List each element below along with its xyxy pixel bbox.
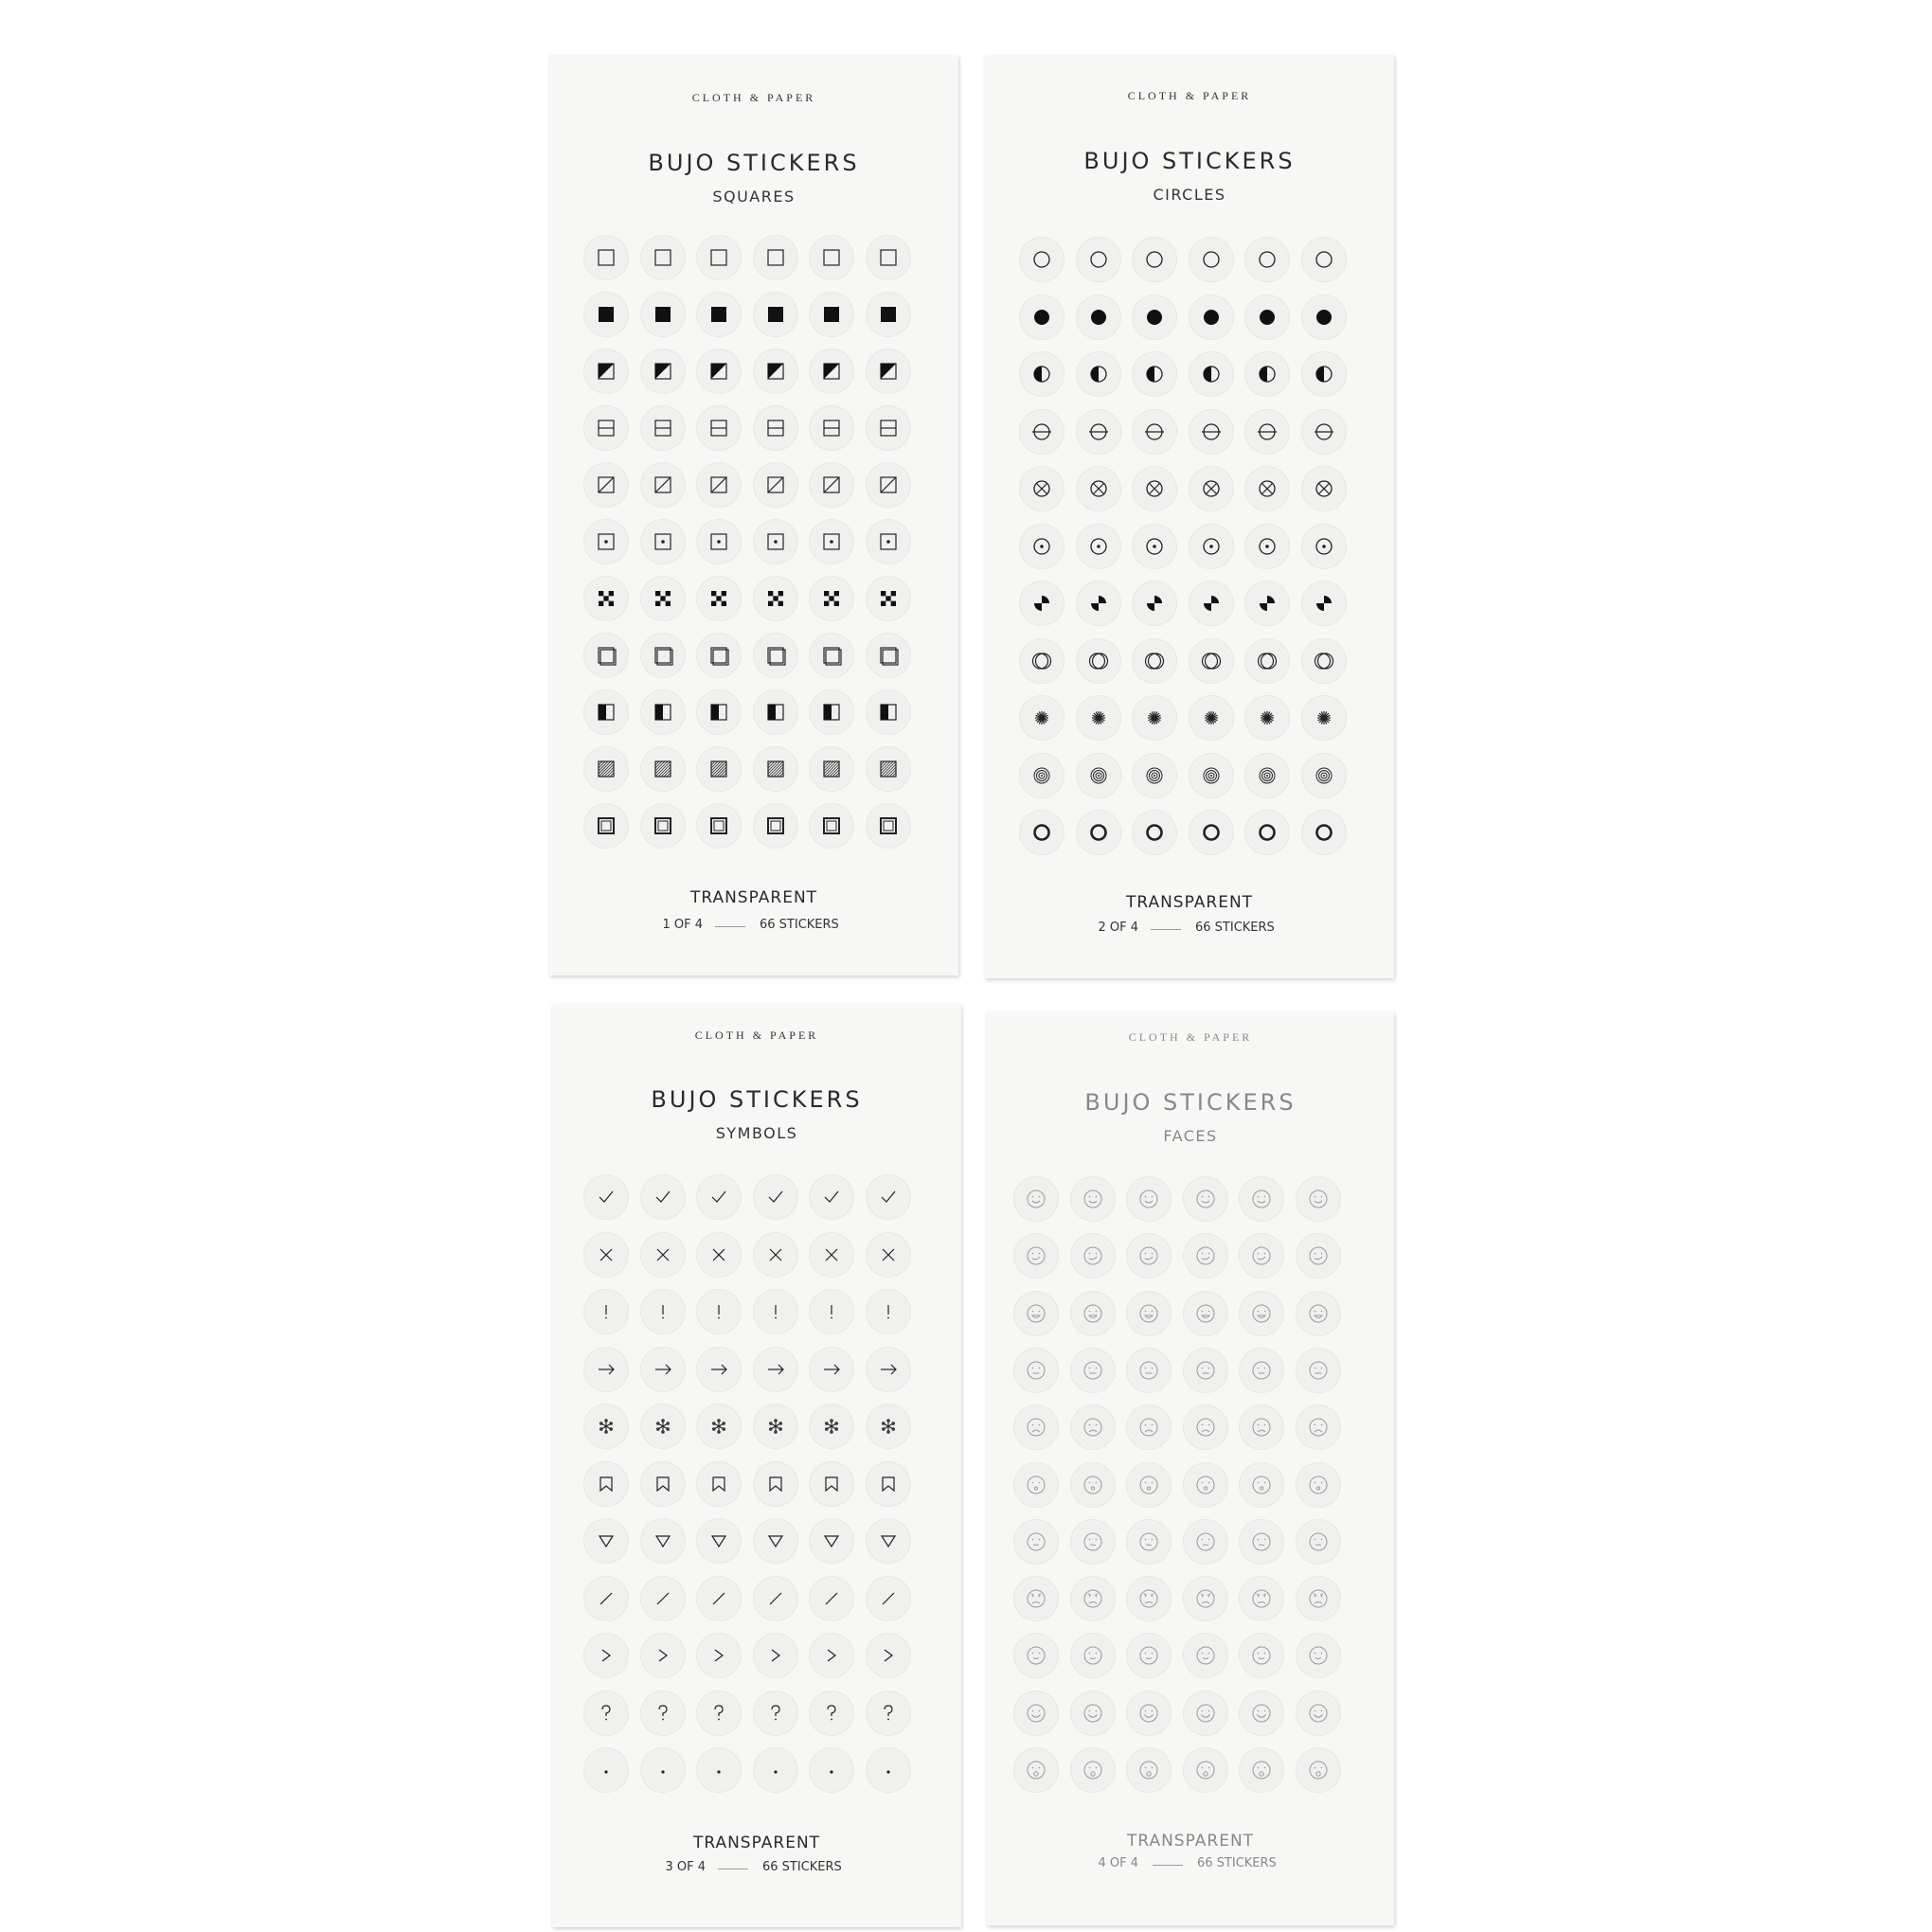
sheet-footer: [552, 1860, 961, 1879]
sticker: [1189, 753, 1234, 798]
sticker: [696, 1633, 742, 1678]
sticker: [753, 1347, 798, 1392]
sticker: [809, 633, 854, 678]
sheet-title: BUJO STICKERS: [651, 1086, 863, 1113]
sticker: [1070, 1233, 1116, 1279]
sticker: [809, 1576, 854, 1621]
sticker: [809, 1518, 854, 1564]
sticker: [1239, 1519, 1284, 1565]
brand-label: CLOTH & PAPER: [691, 91, 816, 104]
sticker: [1244, 695, 1290, 741]
sticker: [809, 803, 854, 849]
sheet-subtitle: SQUARES: [712, 188, 796, 206]
finish-label: TRANSPARENT: [1125, 893, 1254, 912]
sticker: [1301, 524, 1347, 569]
sticker: [1132, 524, 1177, 569]
sticker: [1132, 810, 1177, 855]
sheet-footer: [549, 918, 958, 937]
sticker: [1239, 1747, 1284, 1793]
sheet-title: BUJO STICKERS: [648, 150, 860, 176]
sticker: [1013, 1348, 1059, 1393]
sticker: [1013, 1291, 1059, 1336]
sticker: [640, 1633, 686, 1678]
sheet-title: BUJO STICKERS: [1083, 148, 1296, 174]
sticker: [1239, 1291, 1284, 1336]
sticker: [809, 1289, 854, 1334]
sticker: [809, 235, 854, 280]
sticker: [1019, 295, 1064, 340]
finish-label: TRANSPARENT: [1126, 1832, 1255, 1851]
sticker: [1070, 1747, 1116, 1793]
sticker: [1183, 1404, 1228, 1450]
sticker: [866, 1289, 911, 1334]
sticker: [1132, 695, 1177, 741]
sticker: [753, 576, 798, 621]
sticker: [866, 1747, 911, 1793]
sticker: [1296, 1404, 1341, 1450]
sticker: [1301, 409, 1347, 455]
sticker: [696, 1518, 742, 1564]
sticker: [640, 746, 686, 792]
sticker: [640, 519, 686, 564]
sticker: [583, 1690, 629, 1736]
sticker: [1239, 1233, 1284, 1279]
sticker: [809, 1633, 854, 1678]
sticker: [866, 1690, 911, 1736]
sticker: [1189, 351, 1234, 397]
sheet-subtitle: CIRCLES: [1153, 186, 1226, 204]
sticker: [1132, 466, 1177, 511]
sticker: [1019, 695, 1064, 741]
sticker: [753, 1174, 798, 1220]
sticker: [1296, 1176, 1341, 1222]
sticker: [1126, 1462, 1172, 1508]
sticker: [1126, 1519, 1172, 1565]
sticker: [1070, 1291, 1116, 1336]
sticker: [1296, 1348, 1341, 1393]
sticker: [1132, 409, 1177, 455]
sticker: [753, 235, 798, 280]
sticker: [640, 292, 686, 337]
sticker: [753, 1289, 798, 1334]
sticker: [640, 1174, 686, 1220]
sticker: [1076, 581, 1121, 626]
sticker: [1126, 1404, 1172, 1450]
sticker: [1126, 1291, 1172, 1336]
sticker: [583, 1347, 629, 1392]
sticker: [583, 349, 629, 394]
sticker: [1244, 524, 1290, 569]
sticker: [640, 1404, 686, 1449]
page-indicator: 2 OF 4: [1098, 921, 1138, 935]
sticker: [1019, 524, 1064, 569]
sticker-sheet-symbols: [552, 1004, 961, 1927]
finish-label: TRANSPARENT: [689, 888, 818, 907]
sticker: [809, 292, 854, 337]
sticker: [1189, 409, 1234, 455]
sticker: [640, 349, 686, 394]
sticker: [1013, 1690, 1059, 1736]
sticker: [1013, 1576, 1059, 1621]
sticker: [640, 235, 686, 280]
sticker: [1183, 1462, 1228, 1508]
sticker: [583, 1289, 629, 1334]
sticker: [866, 746, 911, 792]
sticker: [1244, 466, 1290, 511]
sticker-count: 66 STICKERS: [760, 918, 839, 932]
sticker: [809, 746, 854, 792]
sticker: [696, 1347, 742, 1392]
sticker: [583, 576, 629, 621]
sticker: [696, 1289, 742, 1334]
sticker: [1244, 753, 1290, 798]
sticker: [1183, 1519, 1228, 1565]
sticker: [1013, 1633, 1059, 1678]
sticker: [753, 1518, 798, 1564]
sticker: [809, 1174, 854, 1220]
sticker: [753, 462, 798, 508]
sticker: [1019, 409, 1064, 455]
sticker: [1183, 1176, 1228, 1222]
sticker: [583, 519, 629, 564]
sticker: [696, 462, 742, 508]
sticker: [866, 633, 911, 678]
sticker: [809, 349, 854, 394]
sticker: [1183, 1576, 1228, 1621]
sticker: [640, 1747, 686, 1793]
sticker: [583, 1633, 629, 1678]
sticker: [1244, 638, 1290, 684]
sticker: [1183, 1233, 1228, 1279]
sticker: [1301, 466, 1347, 511]
sticker: [1189, 581, 1234, 626]
sticker-sheet-faces: [987, 1011, 1394, 1925]
sticker: [1126, 1176, 1172, 1222]
sticker: [1070, 1348, 1116, 1393]
sticker: [1244, 295, 1290, 340]
sticker: [1239, 1404, 1284, 1450]
sticker: [1132, 295, 1177, 340]
sticker: [696, 1690, 742, 1736]
sticker: [1239, 1462, 1284, 1508]
sticker: [1126, 1233, 1172, 1279]
sticker: [583, 462, 629, 508]
sticker: [583, 803, 629, 849]
sticker: [1301, 351, 1347, 397]
sticker: [753, 1576, 798, 1621]
sticker: [1301, 581, 1347, 626]
sticker: [809, 462, 854, 508]
sticker: [753, 1690, 798, 1736]
sticker: [640, 689, 686, 735]
sticker: [696, 576, 742, 621]
sticker: [1019, 638, 1064, 684]
sticker: [1244, 237, 1290, 282]
sticker: [640, 1289, 686, 1334]
sticker: [809, 576, 854, 621]
sticker: [583, 405, 629, 451]
sticker: [696, 633, 742, 678]
sticker: [696, 1747, 742, 1793]
finish-label: TRANSPARENT: [692, 1834, 821, 1852]
sticker: [1076, 810, 1121, 855]
sticker: [1076, 409, 1121, 455]
sticker: [696, 1404, 742, 1449]
sticker: [696, 1576, 742, 1621]
sticker-count: 66 STICKERS: [1195, 921, 1275, 935]
sticker: [1239, 1576, 1284, 1621]
page-indicator: 4 OF 4: [1098, 1856, 1138, 1870]
sticker: [696, 1461, 742, 1507]
sticker: [640, 1347, 686, 1392]
sticker: [753, 1232, 798, 1278]
sticker: [1076, 638, 1121, 684]
sticker: [1189, 638, 1234, 684]
sticker: [583, 292, 629, 337]
sticker: [1244, 409, 1290, 455]
sticker: [583, 1518, 629, 1564]
sticker: [1244, 351, 1290, 397]
sheet-subtitle: FACES: [1163, 1127, 1218, 1145]
sticker: [640, 1232, 686, 1278]
sticker: [1126, 1633, 1172, 1678]
sticker: [753, 1461, 798, 1507]
sticker: [696, 235, 742, 280]
sticker: [640, 633, 686, 678]
sticker: [1070, 1633, 1116, 1678]
sticker: [583, 1232, 629, 1278]
sticker: [696, 803, 742, 849]
sticker: [1296, 1747, 1341, 1793]
sticker: [866, 1174, 911, 1220]
sticker: [866, 235, 911, 280]
sticker: [583, 1747, 629, 1793]
sticker: [640, 1461, 686, 1507]
sticker: [866, 1347, 911, 1392]
sticker: [583, 1461, 629, 1507]
sticker: [809, 1404, 854, 1449]
sticker: [1239, 1348, 1284, 1393]
sheet-footer: [987, 1856, 1394, 1875]
sticker: [1070, 1462, 1116, 1508]
sticker: [753, 746, 798, 792]
sticker: [1296, 1633, 1341, 1678]
sticker: [809, 689, 854, 735]
sticker: [1013, 1176, 1059, 1222]
sticker: [753, 1633, 798, 1678]
sticker: [809, 1690, 854, 1736]
sticker: [866, 689, 911, 735]
sticker: [1239, 1176, 1284, 1222]
sticker: [753, 1404, 798, 1449]
sticker: [1019, 351, 1064, 397]
sticker: [866, 576, 911, 621]
sticker: [809, 1461, 854, 1507]
sticker: [1132, 753, 1177, 798]
sticker: [1301, 753, 1347, 798]
sticker: [1019, 810, 1064, 855]
sticker: [1132, 581, 1177, 626]
sticker: [866, 803, 911, 849]
sticker: [1189, 466, 1234, 511]
sticker: [640, 462, 686, 508]
sticker: [583, 1174, 629, 1220]
footer-divider: [715, 926, 745, 927]
sticker: [753, 633, 798, 678]
sticker: [583, 633, 629, 678]
sticker: [1070, 1576, 1116, 1621]
sticker: [583, 1404, 629, 1449]
sticker: [1126, 1747, 1172, 1793]
sticker: [866, 1518, 911, 1564]
sticker: [583, 746, 629, 792]
brand-label: CLOTH & PAPER: [1128, 1030, 1253, 1044]
sticker: [866, 519, 911, 564]
sticker: [809, 519, 854, 564]
sticker: [640, 405, 686, 451]
sticker: [1239, 1690, 1284, 1736]
sticker: [1132, 351, 1177, 397]
sticker: [1070, 1690, 1116, 1736]
sticker: [1076, 295, 1121, 340]
sticker: [696, 519, 742, 564]
sticker: [1076, 695, 1121, 741]
sticker: [866, 1576, 911, 1621]
sticker: [1296, 1291, 1341, 1336]
sticker: [1013, 1462, 1059, 1508]
sticker: [753, 405, 798, 451]
sticker: [640, 576, 686, 621]
sticker: [753, 519, 798, 564]
sticker: [1296, 1233, 1341, 1279]
footer-divider: [1153, 1865, 1183, 1866]
sticker: [1189, 810, 1234, 855]
sticker: [809, 405, 854, 451]
brand-label: CLOTH & PAPER: [694, 1029, 819, 1042]
sticker: [583, 1576, 629, 1621]
sticker-sheet-squares: [549, 55, 958, 975]
sheet-subtitle: SYMBOLS: [715, 1124, 798, 1142]
sticker: [1301, 810, 1347, 855]
sticker: [1013, 1404, 1059, 1450]
page-indicator: 1 OF 4: [662, 918, 703, 932]
brand-label: CLOTH & PAPER: [1127, 89, 1252, 102]
sticker: [1183, 1291, 1228, 1336]
sticker: [583, 235, 629, 280]
sticker: [1189, 237, 1234, 282]
sticker: [1301, 237, 1347, 282]
sticker: [866, 1461, 911, 1507]
sticker: [696, 1174, 742, 1220]
sticker: [696, 405, 742, 451]
sticker: [1296, 1576, 1341, 1621]
sticker: [1183, 1747, 1228, 1793]
sticker: [809, 1347, 854, 1392]
sticker: [640, 1518, 686, 1564]
sticker: [1126, 1576, 1172, 1621]
sticker: [696, 746, 742, 792]
sticker: [1183, 1690, 1228, 1736]
sticker: [753, 803, 798, 849]
sticker: [809, 1747, 854, 1793]
sticker: [866, 462, 911, 508]
sticker: [1183, 1633, 1228, 1678]
sticker: [866, 292, 911, 337]
sticker: [1076, 524, 1121, 569]
sticker: [809, 1232, 854, 1278]
sticker: [866, 405, 911, 451]
sticker: [1244, 810, 1290, 855]
sticker: [696, 1232, 742, 1278]
sticker: [1189, 524, 1234, 569]
sticker: [696, 292, 742, 337]
sticker-sheet-circles: [985, 55, 1394, 978]
footer-divider: [1151, 929, 1181, 930]
sticker: [1126, 1690, 1172, 1736]
sticker: [1126, 1348, 1172, 1393]
sticker: [1076, 237, 1121, 282]
sticker: [1132, 638, 1177, 684]
sticker-count: 66 STICKERS: [1197, 1856, 1277, 1870]
sticker-count: 66 STICKERS: [762, 1860, 842, 1874]
sticker: [1019, 466, 1064, 511]
sticker: [1189, 295, 1234, 340]
sticker: [1013, 1233, 1059, 1279]
sticker: [1013, 1519, 1059, 1565]
page-indicator: 3 OF 4: [665, 1860, 706, 1874]
sticker: [753, 1747, 798, 1793]
sticker: [866, 349, 911, 394]
sticker: [1296, 1462, 1341, 1508]
sticker: [1301, 295, 1347, 340]
sticker: [1076, 753, 1121, 798]
sticker: [1076, 466, 1121, 511]
sticker: [1189, 695, 1234, 741]
sticker: [696, 349, 742, 394]
sticker: [696, 689, 742, 735]
sticker: [1019, 237, 1064, 282]
sheet-title: BUJO STICKERS: [1084, 1089, 1297, 1116]
sticker: [753, 689, 798, 735]
sticker: [1019, 581, 1064, 626]
sticker: [866, 1232, 911, 1278]
sticker: [1244, 581, 1290, 626]
sticker: [753, 349, 798, 394]
sticker: [640, 1576, 686, 1621]
sticker: [1132, 237, 1177, 282]
sticker: [1296, 1519, 1341, 1565]
sticker: [1301, 695, 1347, 741]
sheet-footer: [985, 921, 1394, 939]
sticker: [1076, 351, 1121, 397]
sticker: [1019, 753, 1064, 798]
sticker: [1013, 1747, 1059, 1793]
sticker: [1070, 1519, 1116, 1565]
sticker: [866, 1633, 911, 1678]
sticker: [583, 689, 629, 735]
sticker: [1070, 1176, 1116, 1222]
sticker: [753, 292, 798, 337]
sticker: [1239, 1633, 1284, 1678]
sticker: [1070, 1404, 1116, 1450]
sticker: [640, 803, 686, 849]
sticker: [1296, 1690, 1341, 1736]
sticker: [640, 1690, 686, 1736]
sticker: [1183, 1348, 1228, 1393]
sticker: [866, 1404, 911, 1449]
sticker: [1301, 638, 1347, 684]
